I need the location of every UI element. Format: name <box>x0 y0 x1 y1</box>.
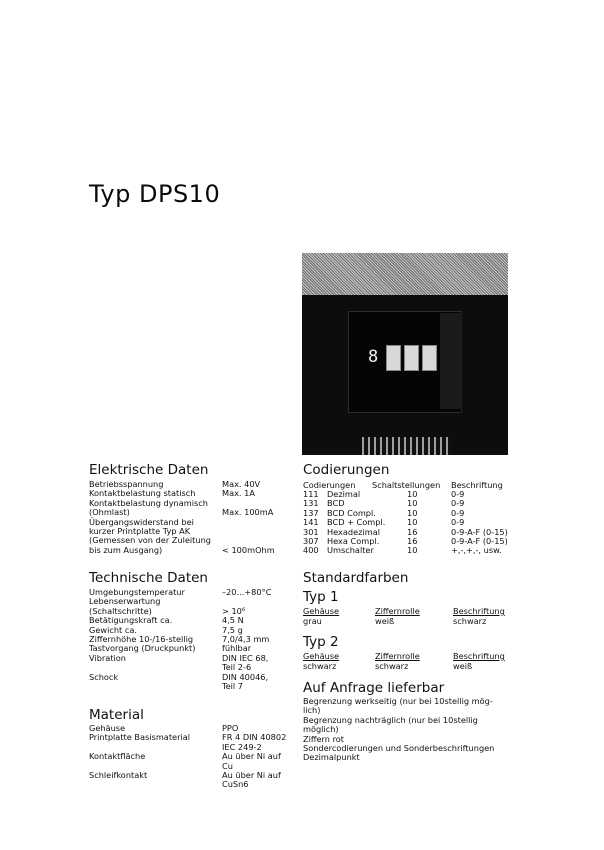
section-heading-standardfarben: Standardfarben <box>303 570 409 586</box>
technische-row-value: fühlbar <box>222 643 252 654</box>
material-row-label: Printplatte Basismaterial <box>89 732 190 743</box>
typ1-heading: Typ 1 <box>303 589 339 605</box>
codierung-label: 0-9 <box>451 517 465 528</box>
technische-row-value: 4,5 N <box>222 615 244 626</box>
elektrische-row-label: Kontaktbelastung dynamisch <box>89 497 208 508</box>
codierung-label: 0-9-A-F (0-15) <box>451 536 508 546</box>
codierung-code: 301 <box>303 526 319 537</box>
col-header-beschriftung: Beschriftung <box>451 480 503 490</box>
typ2-header-ziffernrolle: Ziffernrolle <box>375 651 420 661</box>
typ2-header-gehaeuse: Gehäuse <box>303 651 340 661</box>
technische-row-label: Lebenserwartung <box>89 596 161 607</box>
codierung-name: Hexadezimal <box>327 526 380 537</box>
switch-pins <box>362 437 452 455</box>
anfrage-line: Sondercodierungen und Sonderbeschriftungen <box>303 743 495 753</box>
typ1-value-ziffernrolle: weiß <box>375 616 395 626</box>
elektrische-row-value: < 100mOhm <box>222 544 275 555</box>
elektrische-row-label: bis zum Ausgang) <box>89 544 163 555</box>
material-row-value: Cu <box>222 760 233 771</box>
technische-row-label: (Schaltschritte) <box>89 605 152 616</box>
codierung-steps: 16 <box>407 536 418 546</box>
typ2-heading: Typ 2 <box>303 634 339 650</box>
material-row-value: Au über Ni auf <box>222 751 281 762</box>
material-row-value: Au über Ni auf <box>222 770 281 780</box>
codierung-name: BCD + Compl. <box>327 517 386 528</box>
section-heading-material: Material <box>89 707 144 723</box>
codierung-name: Dezimal <box>327 489 361 499</box>
technische-row-label: Betätigungskraft ca. <box>89 615 173 626</box>
digit-window <box>422 345 437 371</box>
typ2-header-beschriftung: Beschriftung <box>453 651 505 661</box>
material-row-value: CuSn6 <box>222 779 249 790</box>
codierung-name: Hexa Compl. <box>327 536 380 546</box>
anfrage-line: Begrenzung werkseitig (nur bei 10stellig mög- <box>303 696 493 706</box>
product-photo <box>302 253 508 455</box>
typ2-value-beschriftung: weiß <box>453 661 473 671</box>
elektrische-row-label: kurzer Printplatte Typ AK <box>89 526 191 536</box>
page-title: Typ DPS10 <box>89 180 221 208</box>
codierung-steps: 16 <box>407 526 418 537</box>
codierung-name: BCD <box>327 498 345 509</box>
technische-row-value: –20...+80°C <box>222 587 272 597</box>
codierung-label: +,-,+,-, usw. <box>451 545 502 556</box>
technische-row-value: Teil 7 <box>222 681 244 691</box>
material-row-value: PPO <box>222 723 239 733</box>
technische-row-value: Teil 2-6 <box>222 662 252 673</box>
material-row-value: IEC 249-2 <box>222 741 262 752</box>
switch-end-cap <box>440 313 462 409</box>
codierung-label: 0-9 <box>451 498 465 509</box>
codierung-label: 0-9-A-F (0-15) <box>451 526 508 537</box>
typ1-value-beschriftung: schwarz <box>453 616 487 626</box>
technische-row-value: DIN 40046, <box>222 671 269 682</box>
anfrage-line: lich) <box>303 705 321 716</box>
material-row-value: FR 4 DIN 40802 <box>222 732 287 743</box>
codierung-name: Umschalter <box>327 545 374 556</box>
elektrische-row-label: (Gemessen von der Zuleitung <box>89 535 211 546</box>
technische-row-label: Gewicht ca. <box>89 624 137 635</box>
elektrische-row-label: Übergangswiderstand bei <box>89 516 194 527</box>
elektrische-row-value: Max. 1A <box>222 488 255 499</box>
typ1-header-beschriftung: Beschriftung <box>453 606 505 616</box>
elektrische-row-value: Max. 40V <box>222 479 261 489</box>
typ1-header-gehaeuse: Gehäuse <box>303 606 340 616</box>
elektrische-row-label: Kontaktbelastung statisch <box>89 488 196 499</box>
section-heading-codierungen: Codierungen <box>303 462 390 478</box>
codierung-code: 131 <box>303 498 319 509</box>
technische-row-label: Schock <box>89 671 119 682</box>
material-row-label: Gehäuse <box>89 723 126 733</box>
codierung-code: 400 <box>303 545 319 556</box>
elektrische-row-value: Max. 100mA <box>222 507 274 518</box>
digit-window <box>404 345 419 371</box>
technische-row-value: 7,0/4,3 mm <box>222 634 270 644</box>
codierung-steps: 10 <box>407 507 418 518</box>
codierung-name: BCD Compl. <box>327 507 376 518</box>
codierung-code: 141 <box>303 517 319 528</box>
technische-row-value: DIN IEC 68, <box>222 652 269 663</box>
codierung-code: 307 <box>303 536 319 546</box>
col-header-codierungen: Codierungen <box>303 480 356 490</box>
codierung-steps: 10 <box>407 498 418 509</box>
typ2-value-gehaeuse: schwarz <box>303 661 337 671</box>
technische-row-label: Ziffernhöhe 10-/16-stellig <box>89 634 194 644</box>
photo-digit: 8 <box>368 347 379 367</box>
photo-background <box>302 253 508 295</box>
technische-row-label: Vibration <box>89 652 126 663</box>
anfrage-line: möglich) <box>303 724 339 735</box>
anfrage-line: Dezimalpunkt <box>303 752 360 763</box>
anfrage-line: Begrenzung nachträglich (nur bei 10stellig <box>303 714 478 725</box>
col-header-schaltstellungen: Schaltstellungen <box>372 480 441 490</box>
technische-row-value: 7,5 g <box>222 624 243 635</box>
material-row-label: Schleifkontakt <box>89 770 148 780</box>
codierung-steps: 10 <box>407 517 418 528</box>
codierung-code: 111 <box>303 489 319 499</box>
typ1-header-ziffernrolle: Ziffernrolle <box>375 606 420 616</box>
codierung-label: 0-9 <box>451 507 465 518</box>
section-heading-anfrage: Auf Anfrage lieferbar <box>303 680 445 696</box>
section-heading-elektrische: Elektrische Daten <box>89 462 209 478</box>
codierung-steps: 10 <box>407 545 418 556</box>
section-heading-technische: Technische Daten <box>89 570 208 586</box>
codierung-steps: 10 <box>407 489 418 499</box>
codierung-label: 0-9 <box>451 489 465 499</box>
material-row-label: Kontaktfläche <box>89 751 146 762</box>
typ1-value-gehaeuse: grau <box>303 616 322 626</box>
technische-row-value: > 10⁶ <box>222 605 246 616</box>
elektrische-row-label: (Ohmlast) <box>89 507 130 518</box>
codierung-code: 137 <box>303 507 319 518</box>
technische-row-label: Umgebungstemperatur <box>89 587 185 597</box>
typ2-value-ziffernrolle: schwarz <box>375 661 409 671</box>
elektrische-row-label: Betriebsspannung <box>89 479 164 489</box>
anfrage-line: Ziffern rot <box>303 733 344 744</box>
digit-window <box>386 345 401 371</box>
technische-row-label: Tastvorgang (Druckpunkt) <box>89 643 196 654</box>
